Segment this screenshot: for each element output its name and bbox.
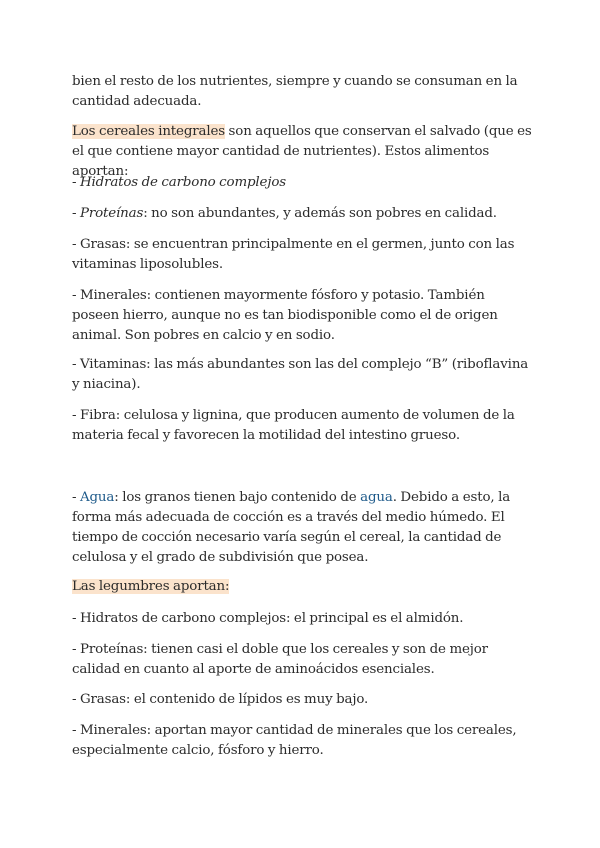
list-item-vitamins: - Vitaminas: las más abundantes son las del complejo “B” (riboflavina y niacina). [72, 357, 529, 392]
list-item-fiber: - Fibra: celulosa y lignina, que producen aumento de volumen de la materia fecal y favorecen la motilidad del intestino grueso. [72, 408, 515, 443]
water-description-part2: . Debido a esto, la forma más adecuada de cocción es a través del medio húmedo. El tiempo de cocción necesario varía según el cereal, la cantidad de celulosa y el grado de subdivisión que posea. [72, 490, 511, 565]
list-item-minerals: - Minerales: contienen mayormente fósforo y potasio. También poseen hierro, aunque no es tan biodisponible como el de origen animal. Son pobres en calcio y en sodio. [72, 288, 498, 343]
list-item-legume-minerals: - Minerales: aportan mayor cantidad de minerales que los cereales, especialmente calcio, fósforo y hierro. [72, 723, 517, 758]
list-dash: - [72, 175, 80, 190]
italic-term-proteins: Proteínas [79, 206, 144, 221]
link-agua[interactable]: Agua [79, 490, 115, 505]
proteins-description: : no son abundantes, y además son pobres en calidad. [143, 206, 497, 221]
list-item-legume-fats: - Grasas: el contenido de lípidos es muy bajo. [72, 692, 369, 707]
highlighted-text-legumes: Las legumbres aportan: [72, 579, 230, 594]
paragraph-nutrients-intro: bien el resto de los nutrientes, siempre y cuando se consuman en la cantidad adecuada. [72, 74, 518, 109]
list-dash: - [72, 490, 80, 505]
italic-term-carbohydrates: Hidratos de carbono complejos [79, 175, 286, 190]
water-description-part1: : los granos tienen bajo contenido de [114, 490, 361, 505]
list-item-carbohydrates [72, 173, 534, 193]
list-item-legume-carbohydrates: - Hidratos de carbono complejos: el principal es el almidón. [72, 611, 464, 626]
list-item-proteins [72, 204, 534, 224]
link-agua-inline[interactable]: agua [360, 490, 393, 505]
whole-grains-description: son aquellos que conservan el salvado (que es el que contiene mayor cantidad de nutrientes). Estos alimentos aportan: [72, 124, 532, 179]
list-item-legume-proteins: - Proteínas: tienen casi el doble que los cereales y son de mejor calidad en cuanto al aporte de aminoácidos esenciales. [72, 642, 488, 677]
list-dash: - [72, 206, 80, 221]
list-item-fats: - Grasas: se encuentran principalmente en el germen, junto con las vitaminas liposolubles. [72, 237, 515, 272]
highlighted-text-whole-grains: Los cereales integrales [72, 124, 225, 139]
paragraph-legumes-heading [72, 577, 534, 597]
list-item-water [72, 488, 534, 568]
